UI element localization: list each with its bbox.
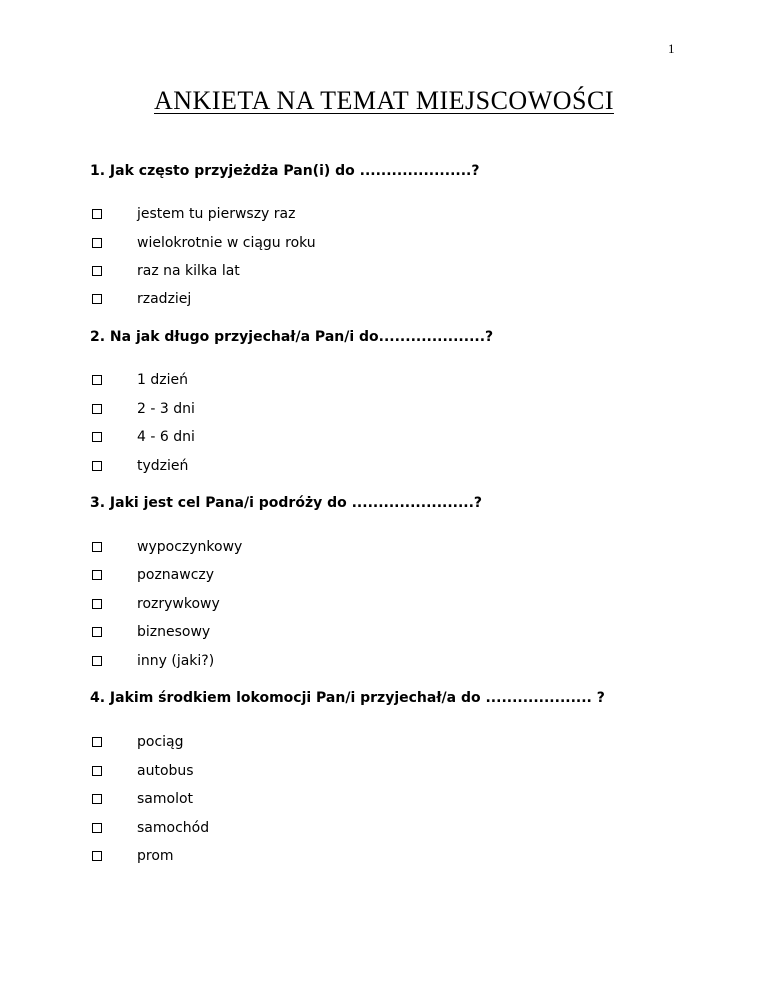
checkbox[interactable] xyxy=(92,737,102,747)
option-q3-2[interactable] xyxy=(92,566,215,584)
option-label: poznawczy xyxy=(137,567,215,583)
option-label: inny (jaki?) xyxy=(137,653,215,669)
option-q4-3[interactable] xyxy=(92,790,194,808)
option-label: jestem tu pierwszy raz xyxy=(137,206,296,222)
checkbox[interactable] xyxy=(92,209,102,219)
checkbox[interactable] xyxy=(92,294,102,304)
option-label: wielokrotnie w ciągu roku xyxy=(137,235,316,251)
option-label: autobus xyxy=(137,763,194,779)
option-label: pociąg xyxy=(137,734,184,750)
option-q1-3[interactable] xyxy=(92,262,240,280)
question-1: 1. Jak często przyjeżdża Pan(i) do .....................? xyxy=(90,163,480,179)
option-q3-1[interactable] xyxy=(92,538,243,556)
option-q3-3[interactable] xyxy=(92,595,220,613)
option-label: biznesowy xyxy=(137,624,211,640)
option-q3-4[interactable] xyxy=(92,623,211,641)
option-label: prom xyxy=(137,848,174,864)
option-label: samolot xyxy=(137,791,194,807)
checkbox[interactable] xyxy=(92,851,102,861)
option-label: rozrywkowy xyxy=(137,596,220,612)
checkbox[interactable] xyxy=(92,238,102,248)
question-2: 2. Na jak długo przyjechał/a Pan/i do....................? xyxy=(90,329,494,345)
page-title xyxy=(0,86,768,116)
option-label: 2 - 3 dni xyxy=(137,401,195,417)
question-3: 3. Jaki jest cel Pana/i podróży do .......................? xyxy=(90,495,483,511)
option-q4-5[interactable] xyxy=(92,847,174,865)
option-label: tydzień xyxy=(137,458,189,474)
checkbox[interactable] xyxy=(92,432,102,442)
option-label: rzadziej xyxy=(137,291,192,307)
option-label: 4 - 6 dni xyxy=(137,429,195,445)
checkbox[interactable] xyxy=(92,404,102,414)
page-title-text: ANKIETA NA TEMAT MIEJSCOWOŚCI xyxy=(154,86,614,115)
option-label: raz na kilka lat xyxy=(137,263,240,279)
checkbox[interactable] xyxy=(92,794,102,804)
checkbox[interactable] xyxy=(92,570,102,580)
option-label: wypoczynkowy xyxy=(137,539,243,555)
checkbox[interactable] xyxy=(92,542,102,552)
option-q2-1[interactable] xyxy=(92,371,188,389)
option-q1-4[interactable] xyxy=(92,290,192,308)
option-q3-5[interactable] xyxy=(92,652,215,670)
option-label: 1 dzień xyxy=(137,372,188,388)
option-q4-1[interactable] xyxy=(92,733,184,751)
option-q2-4[interactable] xyxy=(92,457,189,475)
question-4: 4. Jakim środkiem lokomocji Pan/i przyjechał/a do .................... ? xyxy=(90,690,605,706)
page-number: 1 xyxy=(668,41,675,56)
checkbox[interactable] xyxy=(92,375,102,385)
checkbox[interactable] xyxy=(92,627,102,637)
option-q1-2[interactable] xyxy=(92,234,316,252)
option-q2-2[interactable] xyxy=(92,400,195,418)
checkbox[interactable] xyxy=(92,823,102,833)
checkbox[interactable] xyxy=(92,656,102,666)
checkbox[interactable] xyxy=(92,599,102,609)
checkbox[interactable] xyxy=(92,461,102,471)
option-q4-4[interactable] xyxy=(92,819,210,837)
option-q4-2[interactable] xyxy=(92,762,194,780)
checkbox[interactable] xyxy=(92,766,102,776)
option-label: samochód xyxy=(137,820,210,836)
checkbox[interactable] xyxy=(92,266,102,276)
option-q1-1[interactable] xyxy=(92,205,296,223)
option-q2-3[interactable] xyxy=(92,428,195,446)
